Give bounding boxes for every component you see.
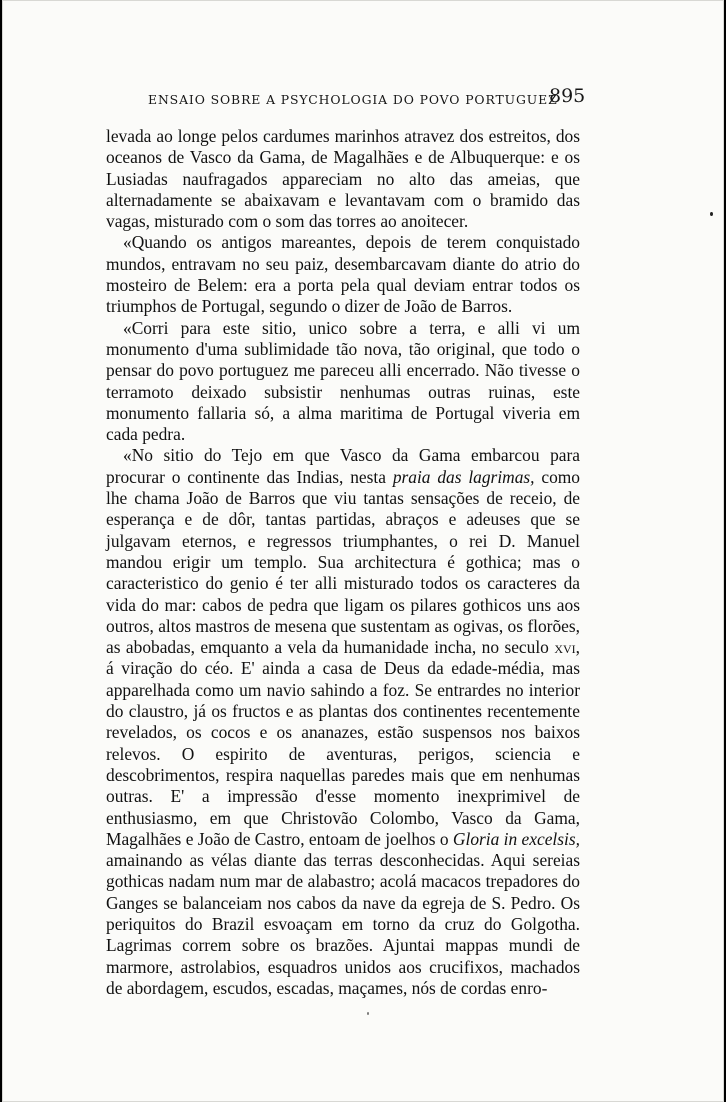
italic-phrase: praia das lagrimas, <box>392 466 535 487</box>
ink-speck <box>367 1012 369 1015</box>
italic-phrase: Gloria in excelsis, <box>452 828 580 849</box>
book-page <box>2 0 724 1102</box>
text-run: como lhe chama João de Barros que viu tantas sensações de receio, de esperança e de dôr, tantas partidas, abraços e adeuses que se julgavam eternos, e regressos triumphantes, o rei D. Manuel mandou erigir um templo. Sua architectura é gothica; mas o caracteristico do genio é ter alli misturado todos os caracteres da vida do mar: cabos de pedra que ligam os pilares gothicos uns aos outros, altos mastros de mesena que sustentam as ogivas, os florões, as abobadas, emquanto a vela da humanidade incha, no seculo <box>106 466 581 658</box>
paragraph <box>106 126 580 232</box>
running-title: ENSAIO SOBRE A PSYCHOLOGIA DO POVO PORTUGUEZ <box>148 92 558 107</box>
text-run: amainando as vélas diante das terras desconhecidas. Aqui sereias gothicas nadam num mar de alabastro; acolá macacos trepadores do Ganges se balanceiam nos cabos da nave da egreja de S. Pedro. Os periquitos do Brazil esvoaçam em torno da cruz do Golgotha. Lagrimas correm sobre os brazões. Ajuntai mappas mundi de marmore, astrolabios, esquadros unidos aos crucifixos, machados de abordagem, escudos, escadas, maçames, nós de cordas enro- <box>106 850 580 998</box>
paragraph <box>106 445 580 999</box>
paragraph <box>106 318 580 446</box>
text-run: «Quando os antigos mareantes, depois de terem conquistado mundos, entravam no seu paiz, desembarcavam diante do atrio do mosteiro de Belem: era a porta pela qual deviam entrar todos os triumphos de Portugal, segundo o dizer de João de Barros. <box>106 232 580 317</box>
page-header <box>2 76 724 116</box>
text-run: , á viração do céo. E' ainda a casa de Deus da edade-média, mas apparelhada como um navio sahindo a foz. Se entrardes no interior do claustro, já os fructos e as plantas dos continentes recentemente revelados, os cocos e os ananazes, estão suspensos nos baixos relevos. O espirito de aventuras, perigos, sciencia e descobrimentos, respira naquellas paredes mais que em nenhumas outras. E' a impressão d'esse momento inexprimivel de enthusiasmo, em que Christovão Colombo, Vasco da Gama, Magalhães e João de Castro, entoam de joelhos o <box>106 637 580 849</box>
body-text <box>106 126 580 999</box>
ink-speck <box>710 212 713 216</box>
paragraph <box>106 232 580 317</box>
text-run: «Corri para este sitio, unico sobre a terra, e alli vi um monumento d'uma sublimidade tão nova, tão original, que todo o pensar do povo portuguez me pareceu alli encerrado. Não tivesse o terramoto deixado subsistir nenhumas outras ruinas, este monumento fallaria só, a alma maritima de Portugal viveria em cada pedra. <box>106 317 580 445</box>
small-caps-numeral: xvi <box>554 637 576 658</box>
text-run: «No sitio do Tejo em que Vasco da Gama embarcou para procurar o continente das Indias, nesta <box>106 445 580 487</box>
text-run: levada ao longe pelos cardumes marinhos atravez dos estreitos, dos oceanos de Vasco da Gama, de Magalhães e de Albuquerque: e os Lusiadas naufragados appareciam no alto das ameias, que alternadamente se abaixavam e levantavam com o bramido das vagas, misturado com o som das torres ao anoitecer. <box>106 126 580 232</box>
page-number: 895 <box>549 85 586 107</box>
